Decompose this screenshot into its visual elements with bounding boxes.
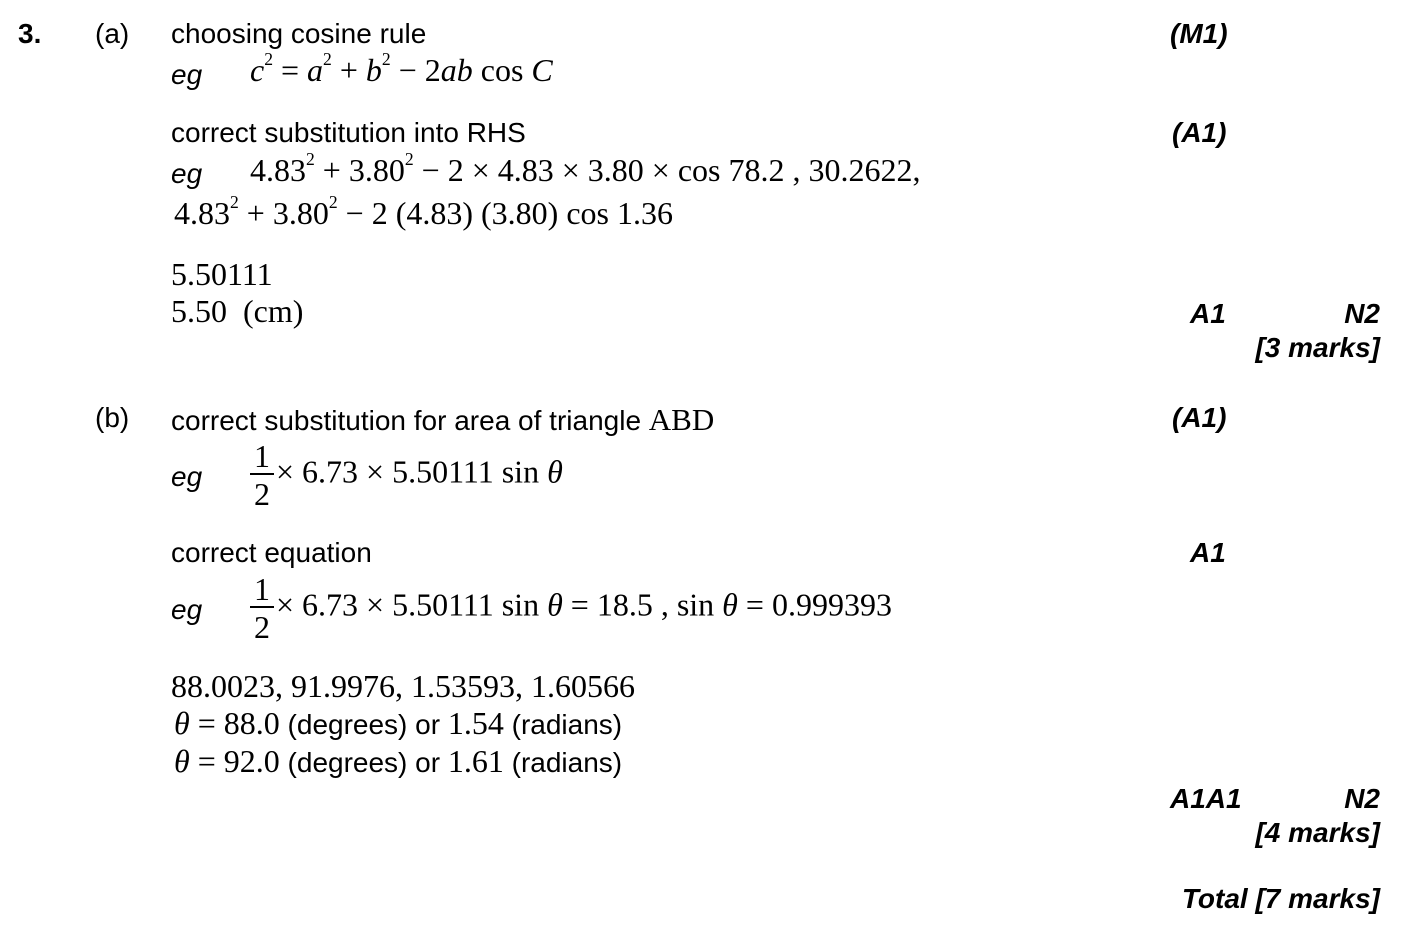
part-a-value: 5.50111 bbox=[171, 256, 273, 292]
cosine-rule-formula: $c^2 = a^2 + b^2 - 2ab$ cos C bbox=[250, 49, 553, 88]
part-a-total: [3 marks] bbox=[1255, 332, 1380, 363]
part-b-answer-mark: A1A1 bbox=[1170, 783, 1242, 814]
part-b-n-mark: N2 bbox=[1344, 783, 1380, 814]
part-b-step1-mark: (A1) bbox=[1172, 402, 1227, 433]
substitution-line-1: $4.83^2 + 3.80^2 - 2 \times 4.83 \times 3.80 \times \cos 78.2$ , 30.2622, bbox=[250, 149, 921, 188]
part-a-step1-eg: eg bbox=[171, 59, 203, 90]
part-a-n-mark: N2 bbox=[1344, 298, 1380, 329]
part-b-label: (b) bbox=[95, 402, 130, 433]
part-a-answer-mark: A1 bbox=[1190, 298, 1226, 329]
part-b-step2-text: correct equation bbox=[171, 537, 372, 568]
part-a-step1-mark: (M1) bbox=[1170, 18, 1228, 49]
grand-total: Total [7 marks] bbox=[1181, 883, 1380, 914]
part-b-step1-text: correct substitution for area of triangle ABD bbox=[171, 402, 715, 437]
theta-result-1: θ = 88.0 (degrees) or 1.54 (radians) bbox=[174, 705, 623, 741]
part-a-step2-mark: (A1) bbox=[1172, 117, 1227, 148]
half-fraction: $\frac{1}{2}$ bbox=[250, 573, 274, 643]
part-a-step2-text: correct substitution into RHS bbox=[171, 117, 526, 148]
part-b-values: 88.0023, 91.9976, 1.53593, 1.60566 bbox=[171, 668, 635, 704]
part-a-step2-eg: eg bbox=[171, 158, 203, 189]
part-a-label: (a) bbox=[95, 18, 130, 49]
half-fraction: $\frac{1}{2}$ bbox=[250, 440, 274, 510]
part-b-step2-eg: eg bbox=[171, 594, 203, 625]
part-b-total: [4 marks] bbox=[1255, 817, 1380, 848]
question-number: 3. bbox=[18, 18, 42, 49]
theta-result-2: θ = 92.0 (degrees) or 1.61 (radians) bbox=[174, 743, 623, 779]
part-b-step2-mark: A1 bbox=[1190, 537, 1226, 568]
part-b-step1-eg: eg bbox=[171, 461, 203, 492]
part-a-answer: 5.50 (cm) bbox=[171, 293, 304, 329]
substitution-line-2: $4.83^2 + 3.80^2 - 2$ (4.83) (3.80) cos 1.36 bbox=[174, 192, 673, 231]
part-a-step1-text: choosing cosine rule bbox=[171, 18, 427, 49]
area-expression: $\frac{1}{2}$ × 6.73 × 5.50111 sin θ bbox=[250, 440, 563, 510]
area-equation: $\frac{1}{2}$ × 6.73 × 5.50111 sin θ = 18.5 , sin θ = 0.999393 bbox=[250, 573, 892, 643]
